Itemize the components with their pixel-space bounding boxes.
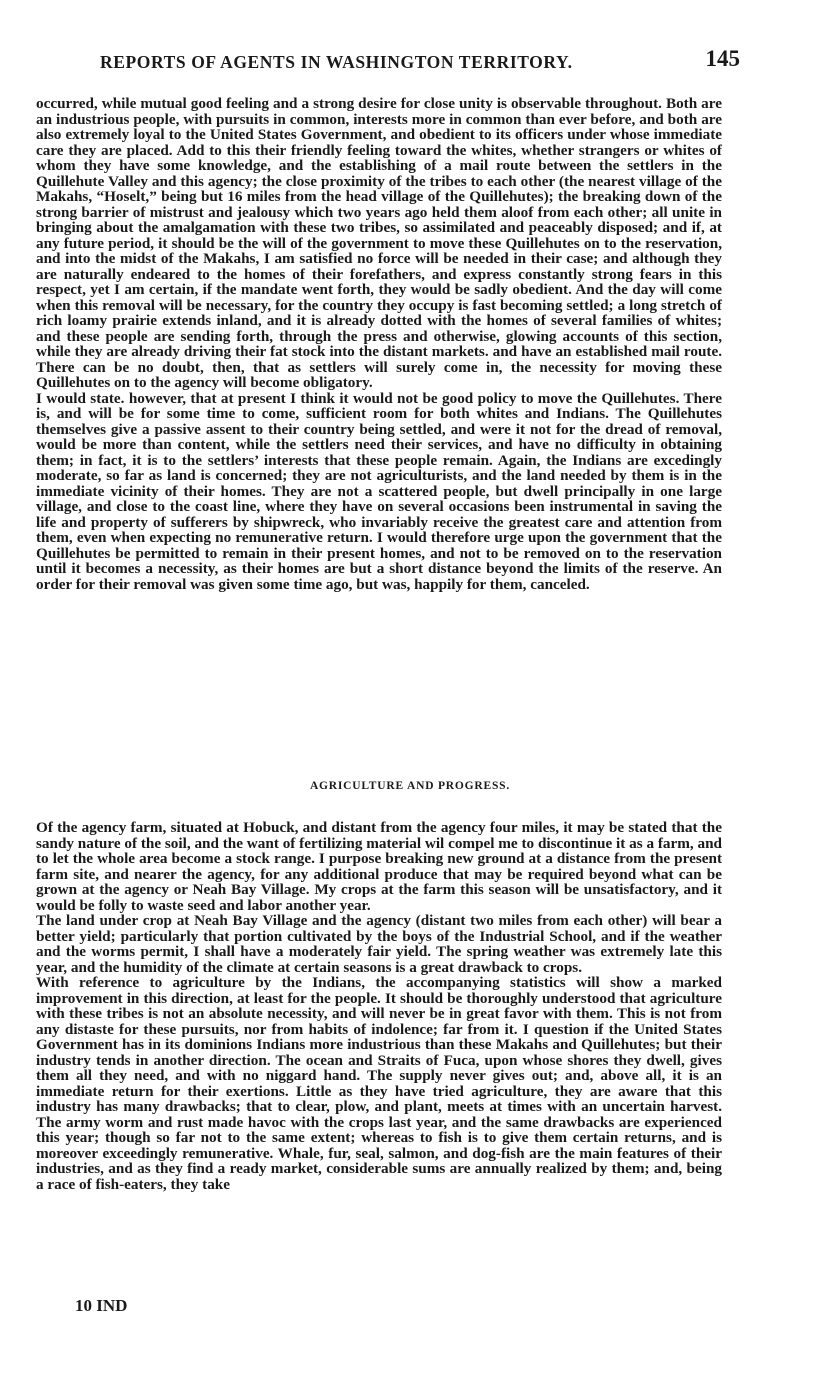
paragraph: With reference to agriculture by the Indians, the accompanying statistics will show a marked improvement in this direction, at least for the people. It should be thoroughly understood that agriculture with these tribes is not an absolute necessity, and will never be in great favor with them. This is not from any distaste for these pursuits, nor from habits of indolence; far from it. I question if the United States Government has in its dominions Indians more industrious than these Makahs and Quillehutes; but their industry tends in another direction. The ocean and Straits of Fuca, upon whose shores they dwell, gives them all they need, and with no niggard hand. The supply never gives out; and, above all, it is an immediate return for their exertions. Little as they have tried agriculture, they are aware that this industry has many drawbacks; that to clear, plow, and plant, meets at times with an uncertain harvest. The army worm and rust made havoc with the crops last year, and the same drawbacks are experienced this year; though so far not to the same extent; whereas to fish is to give them certain returns, and is moreover exceedingly remunerative. Whale, fur, seal, salmon, and dog-fish are the main features of their industries, and as they find a ready market, considerable sums are annually realized by them; and, being a race of fish-eaters, they take [36,974,722,1193]
paragraph: Of the agency farm, situated at Hobuck, and distant from the agency four miles, it may be stated that the sandy nature of the soil, and the want of fertilizing material wil compel me to discontinue it as a farm, and to let the whole area become a stock range. I purpose breaking new ground at a distance from the present farm site, and nearer the agency, for any additional produce that may be required beyond what can be grown at the agency or Neah Bay Village. My crops at the farm this season will be unsatisfactory, and it would be folly to waste seed and labor another year. [36,819,722,914]
signature-mark: 10 IND [75,1296,128,1315]
page-header [100,46,740,76]
paragraph: I would state. however, that at present I think it would not be good policy to move the Quillehutes. There is, and will be for some time to come, sufficient room for both whites and Indians. The Quillehutes themselves give a passive assent to their country being settled, and were it not for the dread of removal, would be more than content, while the settlers need their services, and have no difficulty in obtaining them; in fact, it is to the settlers’ interests that these people remain. Again, the Indians are excedingly moderate, so far as land is concerned; they are not agriculturists, and the land needed by them is in the immediate vicinity of their homes. They are not a scattered people, but dwell principally in one large village, and close to the coast line, where they have on several occasions been instrumental in saving the life and property of sufferers by shipwreck, who invariably receive the greatest care and attention from them, even when expecting no remunerative return. I would therefore urge upon the government that the Quillehutes be permitted to remain in their present homes, and not to be removed on to the reservation until it becomes a necessity, as their homes are but a short distance beyond the limits of the reserve. An order for their removal was given some time ago, but was, happily for them, canceled. [36,389,722,593]
running-head: REPORTS OF AGENTS IN WASHINGTON TERRITORY. [100,52,573,72]
section-heading: AGRICULTURE AND PROGRESS. [309,780,511,792]
paragraph: occurred, while mutual good feeling and a strong desire for close unity is observable throughout. Both are an industrious people, with pursuits in common, interests more in common than ever before, and both are also extremely loyal to the United States Government, and obedient to its officers under whose immediate care they are placed. Add to this their friendly feeling toward the whites, whether strangers or whites of whom they have some knowledge, and the establishing of a mail route between the settlers in the Quillehute Valley and this agency; the close proximity of the tribes to each other (the nearest village of the Makahs, “Hoselt,” being but 16 miles from the head village of the Quillehutes); the breaking down of the strong barrier of mistrust and jealousy which two years ago held them aloof from each other; all unite in bringing about the amalgamation with these two tribes, so assimilated and peaceably disposed; and if, at any future period, it should be the will of the government to move these Quillehutes on to the reservation, and into the midst of the Makahs, I am satisfied no force will be needed in their case; and although they are naturally endeared to the homes of their forefathers, and express constantly strong fears in this respect, yet I am certain, if the mandate went forth, they would be sadly obedient. And the day will come when this removal will be necessary, for the country they occupy is fast becoming settled; a long stretch of rich loamy prairie extends inland, and it is already dotted with the homes of several families of whites; and these people are sending forth, through the press and otherwise, glowing accounts of this section, while they are already driving their fat stock into the distant markets. and have an established mail route. There can be no doubt, then, that as settlers will surely come in, the necessity for moving these Quillehutes on to the agency will become obligatory. [36,95,722,391]
body-block-reservation [36,96,722,592]
page-number: 145 [705,46,740,71]
body-block-agriculture [36,820,722,1192]
paragraph: The land under crop at Neah Bay Village and the agency (distant two miles from each other) will bear a better yield; particularly that portion cultivated by the boys of the Industrial School, and if the weather and the worms permit, I shall have a moderately fair yield. The spring weather was extremely late this year, and the humidity of the climate at certain seasons is a great drawback to crops. [36,912,722,976]
